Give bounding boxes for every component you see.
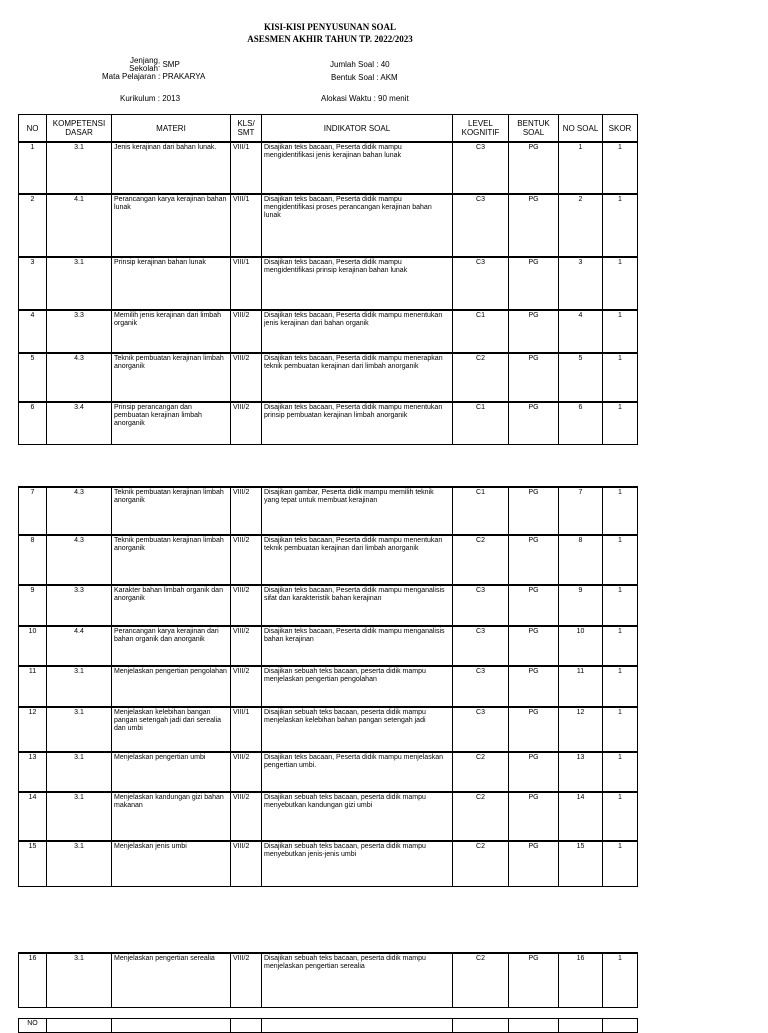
table-row-partial [19,1019,638,1033]
cell-bentuk-soal: PG [509,487,559,535]
cell-no-soal: 14 [559,792,603,841]
cell-bentuk-soal: PG [509,707,559,752]
cell-kompetensi-dasar: 3.1 [47,953,112,1007]
cell-kompetensi-dasar: 3.1 [47,707,112,752]
kisi-kisi-table-page2 [18,486,638,887]
cell-indikator-soal: Disajikan teks bacaan, Peserta didik mampu menentukan teknik pembuatan kerajinan dari limbah anorganik [262,535,453,585]
cell-kompetensi-dasar: 3.1 [47,841,112,886]
cell-kompetensi-dasar: 3.1 [47,257,112,310]
cell-no: 5 [19,353,47,402]
col-header-materi: MATERI [112,115,231,143]
cell-level-kognitif: C3 [453,585,509,626]
cell-indikator-soal: Disajikan teks bacaan, Peserta didik mampu mengidentifikasi proses perancangan kerajinan bahan lunak [262,194,453,257]
cell-materi: Prinsip perancangan dan pembuatan kerajinan limbah anorganik [112,402,231,444]
table-row [19,310,638,353]
cell-kls-smt: VIII/1 [231,142,262,194]
cell-indikator-soal: Disajikan teks bacaan, Peserta didik mampu menerapkan teknik pembuatan kerajinan dari limbah anorganik [262,353,453,402]
cell-no-soal: 12 [559,707,603,752]
cell-no: 1 [19,142,47,194]
cell-materi: Menjelaskan kandungan gizi bahan makanan [112,792,231,841]
table-row [19,487,638,535]
cell-bentuk-soal: PG [509,353,559,402]
cell-bentuk-soal: PG [509,666,559,707]
cell-level-kognitif: C3 [453,142,509,194]
cell-kls-smt: VIII/2 [231,666,262,707]
kisi-kisi-table-page1 [18,114,638,445]
table-row [19,353,638,402]
cell-no: 3 [19,257,47,310]
cell-no: 14 [19,792,47,841]
cell-kls-smt: VIII/2 [231,487,262,535]
cell-bentuk-soal: PG [509,402,559,444]
cell-indikator-soal: Disajikan teks bacaan, Peserta didik mampu menganalisis bahan kerajinan [262,626,453,666]
cell-no: NO [19,1019,47,1033]
cell-no-soal: 10 [559,626,603,666]
cell-kompetensi-dasar: 3.1 [47,752,112,792]
cell-level-kognitif: C2 [453,953,509,1007]
cell-skor: 1 [603,792,638,841]
cell-kompetensi-dasar: 3.1 [47,142,112,194]
col-header-indikator-soal: INDIKATOR SOAL [262,115,453,143]
cell-kompetensi-dasar: 4.3 [47,535,112,585]
cell-skor: 1 [603,257,638,310]
cell-kls-smt: VIII/2 [231,402,262,444]
cell-kls-smt: VIII/1 [231,257,262,310]
cell-kls-smt: VIII/2 [231,953,262,1007]
jenjang-label: Jenjang [129,56,158,65]
cell-kompetensi-dasar: 4.3 [47,487,112,535]
cell-materi: Perancangan karya kerajinan bahan lunak [112,194,231,257]
cell-skor: 1 [603,626,638,666]
cell-skor: 1 [603,585,638,626]
jumlah-soal: Jumlah Soal : 40 [330,60,390,69]
cell-materi: Karakter bahan limbah organik dan anorganik [112,585,231,626]
cell-kls-smt: VIII/1 [231,194,262,257]
cell-no: 12 [19,707,47,752]
col-header-kompetensi-dasar: KOMPETENSI DASAR [47,115,112,143]
cell-indikator-soal: Disajikan teks bacaan, Peserta didik mampu menganalisis sifat dan karakteristik bahan kerajinan [262,585,453,626]
kisi-kisi-table-page4-partial [18,1018,638,1033]
table-row [19,953,638,1007]
cell-kompetensi-dasar: 4.1 [47,194,112,257]
cell-materi: Jenis kerajinan dari bahan lunak. [112,142,231,194]
cell-bentuk-soal: PG [509,585,559,626]
cell-level-kognitif: C1 [453,402,509,444]
col-header-skor: SKOR [603,115,638,143]
cell-kls-smt: VIII/2 [231,792,262,841]
col-header-no: NO [19,115,47,143]
cell-level-kognitif: C2 [453,792,509,841]
cell-kls-smt: VIII/2 [231,585,262,626]
cell-no: 2 [19,194,47,257]
table-row [19,535,638,585]
cell-kompetensi-dasar: 3.3 [47,310,112,353]
cell-indikator-soal: Disajikan sebuah teks bacaan, peserta didik mampu menjelaskan kelebihan bahan pangan setengah jadi [262,707,453,752]
cell-level-kognitif: C2 [453,841,509,886]
cell-no: 13 [19,752,47,792]
cell-bentuk-soal: PG [509,535,559,585]
cell-level-kognitif: C1 [453,487,509,535]
cell-kls-smt: VIII/2 [231,310,262,353]
table-row [19,142,638,194]
cell-materi: Menjelaskan pengertian serealia [112,953,231,1007]
cell-no-soal: 1 [559,142,603,194]
cell-materi: Perancangan karya kerajinan dari bahan organik dan anorganik [112,626,231,666]
cell-bentuk-soal: PG [509,752,559,792]
cell-materi: Teknik pembuatan kerajinan limbah anorganik [112,353,231,402]
table-row [19,626,638,666]
cell-skor: 1 [603,752,638,792]
cell-level-kognitif: C3 [453,707,509,752]
cell-no-soal: 13 [559,752,603,792]
cell-no-soal: 11 [559,666,603,707]
cell-no-soal: 9 [559,585,603,626]
cell-bentuk-soal: PG [509,310,559,353]
cell-bentuk-soal: PG [509,841,559,886]
cell-no: 11 [19,666,47,707]
col-header-no-soal: NO SOAL [559,115,603,143]
cell-skor: 1 [603,841,638,886]
cell-indikator-soal: Disajikan sebuah teks bacaan, peserta didik mampu menyebutkan jenis-jenis umbi [262,841,453,886]
cell-indikator-soal: Disajikan gambar, Peserta didik mampu memilih teknik yang tepat untuk membuat kerajinan [262,487,453,535]
cell-no: 15 [19,841,47,886]
cell-skor: 1 [603,142,638,194]
table-row [19,792,638,841]
table-header-row [19,115,638,143]
cell-level-kognitif: C3 [453,257,509,310]
col-header-level-kognitif: LEVEL KOGNITIF [453,115,509,143]
sekolah-label: Sekolah [129,64,158,73]
document-title: KISI-KISI PENYUSUNAN SOAL [263,22,397,32]
cell-kompetensi-dasar: 4.4 [47,626,112,666]
cell-skor: 1 [603,953,638,1007]
cell-bentuk-soal: PG [509,626,559,666]
cell-bentuk-soal: PG [509,953,559,1007]
cell-bentuk-soal: PG [509,792,559,841]
cell-materi: Memilih jenis kerajinan dari limbah organik [112,310,231,353]
cell-bentuk-soal: PG [509,142,559,194]
cell-no: 7 [19,487,47,535]
cell-level-kognitif: C2 [453,752,509,792]
cell-materi: Prinsip kerajinan bahan lunak [112,257,231,310]
cell-no: 8 [19,535,47,585]
cell-kls-smt: VIII/2 [231,752,262,792]
cell-skor: 1 [603,535,638,585]
cell-no: 9 [19,585,47,626]
cell-kompetensi-dasar: 3.4 [47,402,112,444]
table-row [19,841,638,886]
cell-bentuk-soal: PG [509,257,559,310]
bentuk-soal: Bentuk Soal : AKM [331,73,398,82]
cell-kompetensi-dasar: 3.1 [47,666,112,707]
cell-kompetensi-dasar: 4.3 [47,353,112,402]
cell-skor: 1 [603,487,638,535]
cell-kls-smt: VIII/2 [231,841,262,886]
cell-no: 16 [19,953,47,1007]
cell-kls-smt: VIII/2 [231,626,262,666]
cell-indikator-soal: Disajikan sebuah teks bacaan, peserta didik mampu menjelaskan pengertian pengolahan [262,666,453,707]
cell-indikator-soal: Disajikan teks bacaan, Peserta didik mampu menentukan jenis kerajinan dari bahan organik [262,310,453,353]
cell-level-kognitif: C3 [453,666,509,707]
kisi-kisi-table-page3 [18,952,638,1008]
kurikulum: Kurikulum : 2013 [120,94,181,103]
cell-level-kognitif: C1 [453,310,509,353]
table-row [19,752,638,792]
cell-skor: 1 [603,194,638,257]
cell-level-kognitif: C2 [453,535,509,585]
cell-materi: Menjelaskan pengertian umbi [112,752,231,792]
cell-skor: 1 [603,666,638,707]
cell-no-soal: 3 [559,257,603,310]
cell-no: 10 [19,626,47,666]
table-row [19,257,638,310]
cell-indikator-soal: Disajikan teks bacaan, Peserta didik mampu mengidentifikasi jenis kerajinan bahan lunak [262,142,453,194]
cell-no-soal: 6 [559,402,603,444]
cell-skor: 1 [603,707,638,752]
table-row [19,707,638,752]
cell-no-soal: 7 [559,487,603,535]
cell-materi: Menjelaskan pengertian pengolahan [112,666,231,707]
cell-kompetensi-dasar: 3.3 [47,585,112,626]
cell-no-soal: 15 [559,841,603,886]
mata-pelajaran: Mata Pelajaran : PRAKARYA [102,72,206,81]
cell-bentuk-soal: PG [509,194,559,257]
cell-no-soal: 2 [559,194,603,257]
col-header-bentuk-soal: BENTUK SOAL [509,115,559,143]
cell-level-kognitif: C3 [453,626,509,666]
cell-level-kognitif: C2 [453,353,509,402]
cell-skor: 1 [603,310,638,353]
cell-kompetensi-dasar: 3.1 [47,792,112,841]
cell-materi: Menjelaskan kelebihan bangan pangan setengah jadi dari serealia dan umbi [112,707,231,752]
cell-materi: Menjelaskan jenis umbi [112,841,231,886]
cell-skor: 1 [603,353,638,402]
cell-kls-smt: VIII/1 [231,707,262,752]
cell-no-soal: 5 [559,353,603,402]
cell-indikator-soal: Disajikan teks bacaan, Peserta didik mampu mengidentifikasi prinsip kerajinan bahan lunak [262,257,453,310]
cell-no: 6 [19,402,47,444]
cell-kls-smt: VIII/2 [231,353,262,402]
cell-no-soal: 8 [559,535,603,585]
cell-no: 4 [19,310,47,353]
cell-indikator-soal: Disajikan teks bacaan, Peserta didik mampu menjelaskan pengertian umbi. [262,752,453,792]
cell-materi: Teknik pembuatan kerajinan limbah anorganik [112,535,231,585]
alokasi-waktu: Alokasi Waktu : 90 menit [321,94,409,103]
cell-indikator-soal: Disajikan sebuah teks bacaan, peserta didik mampu menjelaskan pengertian serealia [262,953,453,1007]
cell-indikator-soal: Disajikan sebuah teks bacaan, peserta didik mampu menyebutkan kandungan gizi umbi [262,792,453,841]
table-row [19,402,638,444]
table-row [19,194,638,257]
cell-indikator-soal: Disajikan teks bacaan, Peserta didik mampu menentukan prinsip pembuatan kerajinan limbah anorganik [262,402,453,444]
document-subtitle: ASESMEN AKHIR TAHUN TP. 2022/2023 [247,34,413,44]
table-row [19,666,638,707]
cell-kls-smt: VIII/2 [231,535,262,585]
sekolah-value: : SMP [158,60,180,69]
col-header-kls-smt: KLS/ SMT [231,115,262,143]
cell-level-kognitif: C3 [453,194,509,257]
cell-skor: 1 [603,402,638,444]
cell-materi: Teknik pembuatan kerajinan limbah anorganik [112,487,231,535]
table-row [19,585,638,626]
cell-no-soal: 16 [559,953,603,1007]
cell-no-soal: 4 [559,310,603,353]
